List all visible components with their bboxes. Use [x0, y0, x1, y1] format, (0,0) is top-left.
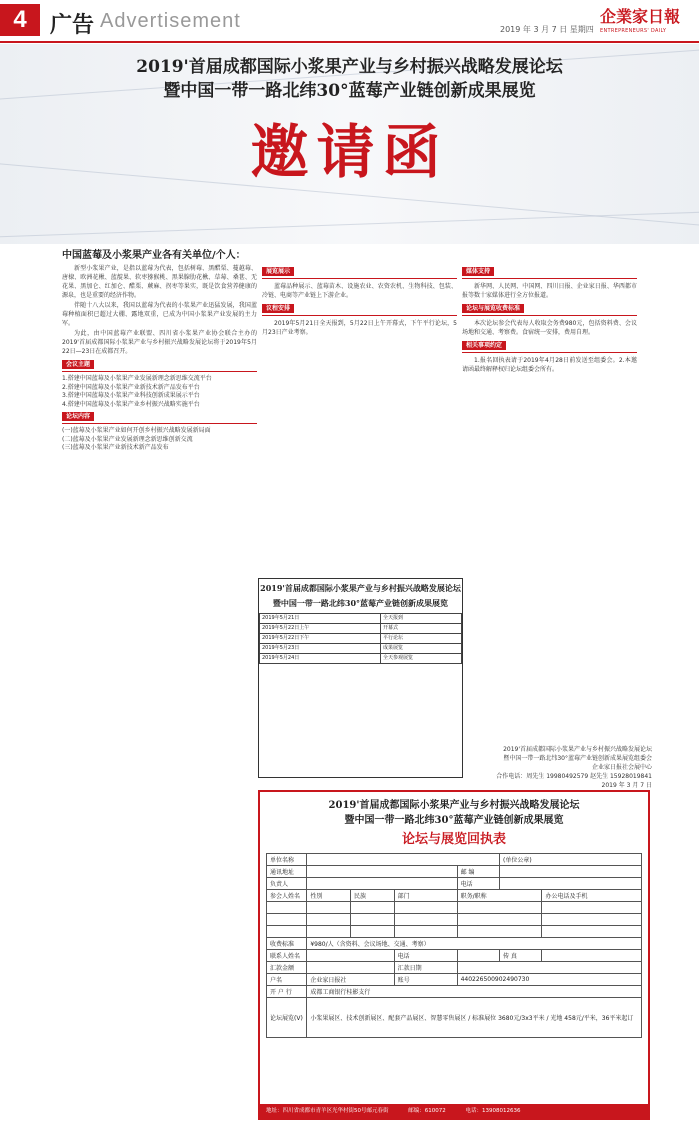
column-intro [62, 264, 257, 1124]
blank-cell[interactable] [394, 914, 457, 926]
section-divider [262, 264, 457, 279]
fee-paragraph: 本次论坛参会代表每人收取会务费980元，包括资料费、会议场地和交通、考察费。食宿统一安排，费用自理。 [462, 320, 637, 336]
form-title-line2: 暨中国一带一路北纬30°蓝莓产业链创新成果展览 [344, 815, 564, 826]
column-details [462, 264, 637, 744]
list-item: (一)蓝莓及小浆果产业如何开创乡村振兴战略发展新局面 [62, 427, 211, 434]
blank-cell[interactable] [394, 926, 457, 938]
blank-cell[interactable] [267, 914, 307, 926]
table-cell: 2019年5月23日 [260, 644, 381, 654]
blank-cell[interactable] [457, 926, 542, 938]
form-title: 论坛与展览回执表 [401, 832, 506, 847]
table-row [267, 962, 642, 974]
table-row [260, 624, 462, 634]
table-cell: 2019年5月21日 [260, 614, 381, 624]
blank-cell[interactable] [350, 902, 394, 914]
blank-cell[interactable] [394, 902, 457, 914]
blank-cell[interactable] [542, 926, 642, 938]
agenda-paragraph: 2019年5月21日全天报到，5月22日上午开幕式，下午平行论坛，5月23日产业考察。 [262, 320, 457, 336]
table-row [267, 914, 642, 926]
table-row [267, 854, 642, 866]
table-cell: 2019年5月22日下午 [260, 634, 381, 644]
section-divider [462, 338, 637, 353]
table-row [260, 634, 462, 644]
address-field[interactable] [307, 866, 457, 878]
schedule-title-line1: 2019'首届成都国际小浆果产业与乡村振兴战略发展论坛 [260, 583, 461, 593]
table-cell: 平行论坛 [380, 634, 461, 644]
table-row [267, 926, 642, 938]
intro-paragraph: 伴随十八大以来，我国以蓝莓为代表的小浆果产业迅猛发展，我国蓝莓种植面积已超过大棚、露地双重，已成为中国小浆果产业发展的主力军。 [62, 302, 257, 327]
field-label: 通讯地址 [267, 866, 307, 878]
list-item: (二)蓝莓及小浆果产业发展新理念新思维创新交流 [62, 435, 193, 443]
blank-cell[interactable] [307, 926, 351, 938]
schedule-title-line2: 暨中国一带一路北纬30°蓝莓产业链创新成果展览 [272, 598, 449, 608]
list-item: 3.搭建中国蓝莓及小浆果产业科技创新成果展示平台 [62, 392, 200, 399]
table-row [267, 878, 642, 890]
field-label: 负责人 [267, 878, 307, 890]
date-field[interactable] [457, 962, 641, 974]
registration-form [258, 790, 650, 1120]
blank-cell[interactable] [457, 914, 542, 926]
table-row [260, 614, 462, 624]
field-label: 邮 编 [457, 866, 499, 878]
table-row [267, 986, 642, 998]
list-item: (三)蓝莓及小浆果产业新技术新产品发布 [62, 444, 169, 451]
bank-value: 成都工商银行桂影支行 [307, 986, 642, 998]
organizer-line: 暨中国一带一路北纬30°蓝莓产业链创新成果展览组委会 [503, 755, 652, 762]
table-row [267, 890, 642, 902]
tel-field[interactable] [500, 878, 642, 890]
organizer-line: 企业家日报社会展中心 [591, 764, 652, 771]
section-heading-exhibit: 展览展示 [262, 267, 294, 276]
blank-cell[interactable] [457, 902, 542, 914]
section-divider [62, 409, 257, 424]
section-divider [462, 264, 637, 279]
blank-cell[interactable] [307, 902, 351, 914]
issue-date: 2019 年 3 月 7 日 星期四 [500, 25, 594, 34]
footer-address: 地址：四川省成都市青羊区光华村街50号邮元春街 [266, 1108, 389, 1114]
organizer-line: 2019'首届成都国际小浆果产业与乡村振兴战略发展论坛 [503, 746, 652, 753]
field-label: 论坛展览(V) [267, 998, 307, 1038]
event-title-line1: 2019'首届成都国际小浆果产业与乡村振兴战略发展论坛 [136, 57, 563, 77]
field-label: 电话 [394, 950, 457, 962]
section-heading-agenda: 议程安排 [262, 304, 294, 313]
intro-paragraph: 为此，由中国蓝莓产业联盟、四川省小浆果产业协会联合主办的2019'首届成都国际小浆果产业与乡村振兴战略发展论坛将于2019年5月22日—23日在成都召开。 [62, 330, 257, 355]
section-title-cn: 广告 [50, 13, 95, 38]
blank-cell[interactable] [542, 914, 642, 926]
footer-postcode: 邮编：610072 [408, 1108, 446, 1114]
notes-paragraph: 1.报名回执表请于2019年4月28日前发送至组委会。2.本邀请函最终解释权归论坛组委会所有。 [462, 357, 637, 373]
amount-field[interactable] [307, 962, 394, 974]
table-row [267, 974, 642, 986]
field-label: 收费标准 [267, 938, 307, 950]
table-row [267, 866, 642, 878]
form-title-line1: 2019'首届成都国际小浆果产业与乡村振兴战略发展论坛 [328, 800, 580, 811]
person-field[interactable] [307, 878, 457, 890]
field-label: 汇款日期 [394, 962, 457, 974]
section-divider [262, 301, 457, 316]
table-cell: 全天参观展览 [380, 654, 461, 664]
schedule-table [258, 578, 463, 778]
list-item: 4.搭建中国蓝莓及小浆果产业乡村振兴战略实施平台 [62, 400, 200, 408]
column-exhibition [262, 264, 457, 576]
field-label: 联系人姓名 [267, 950, 307, 962]
section-heading-forum: 论坛内容 [62, 412, 94, 421]
table-cell: 全天报到 [380, 614, 461, 624]
list-item: 2.搭建中国蓝莓及小浆果产业新技术新产品发布平台 [62, 383, 200, 391]
blank-cell[interactable] [350, 914, 394, 926]
blank-cell[interactable] [542, 902, 642, 914]
exhibit-paragraph: 蓝莓品种展示、蓝莓苗木、设施农业、农资农机、生物科技、包装、冷链、电商等产业链上下游企业。 [262, 283, 457, 299]
intro-paragraph: 新型小浆果产业，是指以蓝莓为代表，包括树莓、黑醋栗、蔓越莓、唐棣、欧洲花楸、蓝靛果、软枣猕猴桃、黑果腺肋花楸、草莓、桑葚、无花果、黑加仑、红加仑、醋栗、蕨麻、拐枣等果实，既是饮食营养健康的源泉，也是重要的经济作物。 [62, 265, 257, 299]
section-divider [462, 301, 637, 316]
table-row [267, 938, 642, 950]
column-header: 部门 [394, 890, 457, 902]
column-header: 参会人姓名 [267, 890, 307, 902]
paper-logo: 企業家日報 [600, 7, 681, 26]
booth-value: 小浆果展区、技术创新展区、配套产品展区、智慧零售展区 / 标准展位 3680元/3x3平米 / 光地 458元/平米，36平米起订 [307, 998, 642, 1038]
footer-tel: 电话：13908012636 [465, 1108, 521, 1114]
blank-cell[interactable] [307, 914, 351, 926]
form-footer [260, 1104, 648, 1118]
organizer-date: 2019 年 3 月 7 日 [601, 782, 652, 789]
invitation-heading: 邀请函 [250, 118, 449, 186]
account-name-value: 企业家日报社 [307, 974, 394, 986]
column-header: 职务/职称 [457, 890, 542, 902]
table-cell: 2019年5月22日上午 [260, 624, 381, 634]
section-title-en: Advertisement [100, 10, 241, 32]
field-label: 汇款金额 [267, 962, 307, 974]
postcode-field[interactable] [500, 866, 642, 878]
section-heading-notes: 相关事项约定 [462, 341, 506, 350]
form-table [266, 853, 642, 1038]
masthead [0, 0, 699, 40]
table-row [267, 902, 642, 914]
column-header: 民族 [350, 890, 394, 902]
blank-cell[interactable] [267, 902, 307, 914]
table-cell: 2019年5月24日 [260, 654, 381, 664]
field-label: 电话 [457, 878, 499, 890]
field-label: 账号 [394, 974, 457, 986]
header-divider [0, 41, 699, 43]
event-title-line2: 暨中国一带一路北纬30°蓝莓产业链创新成果展览 [163, 81, 536, 101]
column-header: 办公电话及手机 [542, 890, 642, 902]
paper-logo-en: ENTREPRENEURS' DAILY [600, 28, 667, 34]
table-row [260, 654, 462, 664]
tel-field[interactable] [457, 950, 499, 962]
section-heading-theme: 会议主题 [62, 360, 94, 369]
field-label: 单位名称 [267, 854, 307, 866]
greeting: 中国蓝莓及小浆果产业各有关单位/个人： [62, 250, 246, 261]
field-label: 开 户 行 [267, 986, 307, 998]
field-label: 户名 [267, 974, 307, 986]
organizer-signature [462, 745, 652, 790]
table-row [260, 644, 462, 654]
contact-field[interactable] [307, 950, 394, 962]
section-heading-fee: 论坛与展览收费标准 [462, 304, 524, 313]
organizer-contact: 合作电话：周先生 19980492579 赵先生 15928019841 [496, 773, 652, 780]
column-header: 性别 [307, 890, 351, 902]
table-row [267, 950, 642, 962]
section-divider [62, 357, 257, 372]
fax-field[interactable] [542, 950, 642, 962]
section-heading-media: 媒体支持 [462, 267, 494, 276]
fee-value: ¥980/人（含资料、会议场地、交通、考察） [307, 938, 642, 950]
table-cell: 开幕式 [380, 624, 461, 634]
unit-name-field[interactable] [307, 854, 500, 866]
blank-cell[interactable] [350, 926, 394, 938]
field-label: 传 真 [500, 950, 542, 962]
page-number: 4 [0, 4, 40, 36]
list-item: 1.搭建中国蓝莓及小浆果产业发展新理念新思维交流平台 [62, 375, 212, 382]
field-label: (单位公章) [500, 854, 642, 866]
account-value: 440226500902490730 [457, 974, 641, 986]
table-row [267, 998, 642, 1038]
blank-cell[interactable] [267, 926, 307, 938]
media-paragraph: 新华网、人民网、中国网、四川日报、企业家日报、华西都市报等数十家媒体进行全方位报道。 [462, 283, 637, 299]
table-cell: 成果展览 [380, 644, 461, 654]
